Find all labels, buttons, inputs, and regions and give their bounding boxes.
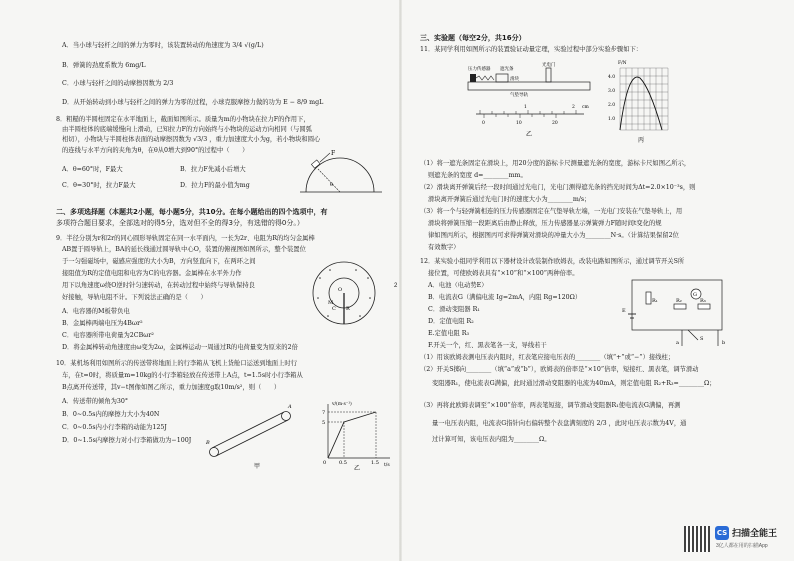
q10-line: 10．某机场利用如图所示的传送带将地面上的行李箱从飞机上货舱口运送到地面上时行 bbox=[56, 360, 297, 367]
caliper-2: 2 bbox=[572, 105, 575, 110]
q10-option-d: D．0~1.5s内摩擦力对小行李箱做功为−100J bbox=[62, 437, 192, 444]
q9-option-b: B．金属棒两端电压为4Bωr² bbox=[62, 320, 143, 327]
q12-item: E.定值电阻 R₃ bbox=[428, 330, 470, 337]
rail-label: 气垫导轨 bbox=[510, 93, 528, 98]
force-time-figure bbox=[606, 58, 676, 146]
right-page bbox=[402, 0, 794, 561]
ohmmeter-circuit-figure bbox=[622, 276, 732, 350]
tick-origin: 0 bbox=[323, 460, 327, 466]
q12-item: A．电池（电动势E） bbox=[428, 282, 488, 289]
q12-item: D．定值电阻 R₂ bbox=[428, 318, 474, 325]
q9-line: 于一匀强磁场中，磁感应强度的大小为B，方向竖直向下，在两环之间 bbox=[62, 258, 256, 265]
page-number: 2 bbox=[394, 283, 398, 289]
terminal-b-label: b bbox=[722, 340, 726, 346]
q12-item: C．滑动变阻器 R₁ bbox=[428, 306, 480, 313]
q9-option-d: D．将金属棒转动角速度由ω变为2ω，金属棒运动一周通过R的电荷量变为原来的2倍 bbox=[62, 344, 298, 351]
f-tick-3: 3.0 bbox=[608, 89, 616, 94]
q9-line: AB置于圆导轨上，BA的延长线通过圆导轨中心O，装置的俯视图如图所示，整个装置位 bbox=[62, 246, 306, 253]
section-3-title: 三、实验题（每空2分，共16分） bbox=[420, 34, 526, 42]
q12-line: 接位置，可使欧姆表具有“×10”和“×100”两种倍率。 bbox=[428, 270, 579, 277]
f-tick-1: 1.0 bbox=[608, 117, 616, 122]
galvanometer-label: G bbox=[693, 292, 697, 298]
q9-line: 9．半径分别为r和2r的同心圆形导轨固定在同一水平面内，一长为2r、电阻为R的均匀金属棒 bbox=[56, 235, 315, 242]
q12-line: 量一电压表内阻，电流表G指针向右偏转整个表盘满刻度的 2/3 ，此时电压表示数为4V，通 bbox=[432, 420, 687, 427]
fig-jia-caption: 甲 bbox=[254, 463, 261, 470]
q12-item: B．电流表G（满偏电流 Ig=2mA，内阻 Rg=120Ω） bbox=[428, 294, 582, 301]
q12-line: 过计算可知，该电压表内阻为________Ω。 bbox=[432, 436, 551, 443]
q7-option-d: D．从开始转动到小球与轻杆之间的弹力为零的过程，小球克服摩擦力做的功为 E − 8/9 mgL bbox=[62, 99, 324, 106]
q12-line: （2）开关S掷向________（填“a”或“b”），欧姆表的倍率是“×10”倍率，短接红、黑表笔，调节滑动 bbox=[420, 366, 699, 373]
q12-line: 12．某实验小组同学利用以下器材设计改装制作欧姆表，改装电路如图所示，通过调节开关S所 bbox=[420, 258, 685, 265]
q7-option-a: A．当小球与轻杆之间的弹力为零时，该装置转动的角速度为 3/4 √(g/L) bbox=[62, 42, 264, 49]
q8-option-c: C．θ=30°时，拉力F最大 bbox=[62, 182, 136, 189]
battery-label: E bbox=[622, 308, 626, 314]
q11-line: （3）将一个与轻弹簧相连的压力传感器固定在气垫导轨左端，一光电门安装在气垫导轨上，用 bbox=[420, 208, 683, 215]
q11-line: （2）滑块离开弹簧后经一段时间通过光电门，光电门测得遮光条的挡光时间为Δt=2.0×10⁻³s，则 bbox=[420, 184, 696, 191]
r2-label: R₂ bbox=[676, 298, 682, 304]
t-axis-label: t/s bbox=[384, 463, 390, 468]
switch-label: S bbox=[700, 336, 704, 342]
terminal-a-label: a bbox=[676, 340, 679, 346]
qr-code bbox=[684, 526, 710, 552]
q9-line: 好接触，导轨电阻不计。下列说法正确的是（ ） bbox=[62, 294, 207, 301]
resistor-label: R bbox=[346, 306, 350, 312]
tick-v5: 5 bbox=[322, 420, 326, 426]
slider-label: 滑块 bbox=[510, 77, 519, 82]
q10-line: B点离开传送带，其v−t图像如图乙所示，重力加速度g取10m/s²，则（ ） bbox=[62, 384, 281, 391]
q12-line: 变阻器R₁，使电流表G满偏，此时通过滑动变阻器的电流为40mA，则定值电阻 R₂+R₃=________Ω； bbox=[432, 380, 716, 387]
caliper-cm: cm bbox=[582, 105, 589, 110]
q8-line: 相切），小物块与半圆柱体表面的动摩擦因数为 √3/3 ，重力加速度大小为g，若小物块和圆心 bbox=[62, 136, 321, 143]
r3-label: R₃ bbox=[700, 298, 706, 304]
q9-line: 用下以角速度ω绕O逆时针匀速转动，在转动过程中始终与导轨保持良 bbox=[62, 282, 255, 289]
fig-yi-caption: 乙 bbox=[526, 131, 533, 138]
q9-option-a: A．电容器的M板带负电 bbox=[62, 308, 130, 315]
q9-line: 接阻值为R的定值电阻和电容为C的电容器。金属棒在水平外力作 bbox=[62, 270, 242, 277]
force-label: F bbox=[331, 150, 336, 157]
gate-label: 光电门 bbox=[542, 63, 556, 68]
vernier-0: 0 bbox=[482, 121, 485, 126]
q10-option-b: B．0~0.5s内的摩擦力大小为40N bbox=[62, 411, 160, 418]
v-axis-label: v/(m·s⁻¹) bbox=[332, 402, 352, 407]
tick-v7: 7 bbox=[322, 410, 326, 416]
fig-yi-caption: 乙 bbox=[354, 465, 361, 470]
vernier-20: 20 bbox=[552, 121, 558, 126]
q8-line: 的连线与水平方向的夹角为θ，在θ从0增大到90°的过程中（ ） bbox=[62, 147, 249, 154]
capacitor-label: C bbox=[332, 306, 336, 312]
sensor-label: 压力传感器 bbox=[468, 67, 491, 72]
q11-line: 滑块离开弹簧后通过光电门时的速度大小为________m/s； bbox=[428, 196, 591, 203]
caliper-1: 1 bbox=[524, 105, 527, 110]
point-a-label: A bbox=[288, 404, 292, 410]
q8-option-b: B．拉力F先减小后增大 bbox=[180, 166, 246, 173]
q10-option-a: A．传送带的倾角为30° bbox=[62, 398, 129, 405]
q8-option-d: D．拉力F的最小值为mg bbox=[180, 182, 250, 189]
vt-graph-figure bbox=[318, 400, 394, 470]
q11-line: 律如图丙所示，根据图丙可求得弹簧对滑块的冲量大小为________N·s。（计算结果保留2位 bbox=[428, 232, 679, 239]
q7-option-c: C．小球与轻杆之间的动摩擦因数为 2/3 bbox=[62, 80, 174, 87]
q7-option-b: B．弹簧的劲度系数为 6mg/L bbox=[62, 62, 146, 69]
section-2-title-cont: 多项符合题目要求，全部选对的得5分，选对但不全的得3分，有选错的得0分。） bbox=[56, 219, 304, 227]
q11-intro: 11．某同学利用如图所示的装置验证动量定理，实验过程中部分实验步骤如下： bbox=[420, 46, 643, 53]
tick-t05: 0.5 bbox=[339, 460, 347, 466]
point-b-label: B bbox=[206, 440, 210, 446]
fig-bing-caption: 丙 bbox=[638, 137, 645, 144]
plate-label: M bbox=[328, 300, 334, 306]
half-cylinder-figure bbox=[300, 148, 384, 198]
q8-line: 8．粗糙的半圆柱固定在水平地面上，截面如图所示。质量为m的小物块在拉力F的作用下， bbox=[56, 116, 310, 123]
theta-label: θ bbox=[330, 182, 334, 188]
q11-line: 则遮光条的宽度 d=________mm。 bbox=[428, 172, 527, 179]
q10-option-c: C．0~0.5s内小行李箱的动能为125J bbox=[62, 424, 167, 431]
q12-item: F.开关一个，红、黑表笔各一支，导线若干 bbox=[428, 342, 547, 349]
air-track-figure bbox=[464, 58, 596, 138]
q11-line: 滑块将弹簧压缩一段距离后由静止释放，压力传感器显示弹簧弹力F随时间t变化的规 bbox=[428, 220, 662, 227]
fn-axis-label: F/N bbox=[618, 61, 627, 66]
section-2-title: 二、多项选择题（本题共2小题，每小题5分，共10分。在每小题给出的四个选项中，有 bbox=[56, 208, 328, 216]
q12-line: （3）再将此欧姆表调至“×100”倍率，两表笔短接，调节滑动变阻器R₁使电流表G满偏，再测 bbox=[420, 402, 681, 409]
ring-rail-figure bbox=[306, 258, 382, 328]
center-label: O bbox=[338, 287, 343, 293]
q9-option-c: C．电容器所带电荷量为2CBωr² bbox=[62, 332, 154, 339]
q11-line: （1）将一遮光条固定在滑块上，用20分度的游标卡尺测量遮光条的宽度，游标卡尺如图乙所示， bbox=[420, 160, 691, 167]
q8-line: 由半圆柱体的底端缓慢向上滑动，已知拉力F的方向始终与小物块的运动方向相同（与圆弧 bbox=[62, 126, 312, 133]
conveyor-figure bbox=[198, 400, 298, 472]
q11-line: 有效数字） bbox=[428, 244, 460, 251]
q8-option-a: A．θ=60°时，F最大 bbox=[62, 166, 123, 173]
shade-label: 遮光条 bbox=[500, 67, 514, 72]
camscanner-logo: CS bbox=[715, 526, 729, 540]
vernier-10: 10 bbox=[516, 121, 522, 126]
tick-t15: 1.5 bbox=[371, 460, 379, 466]
brand-tagline: 3亿人都在用的扫描App bbox=[716, 543, 768, 549]
r1-label: R₁ bbox=[652, 298, 658, 304]
brand-name: 扫描全能王 bbox=[732, 528, 778, 538]
q10-line: 车，在t=0时，将质量m=10kg的小行李箱轻放在传送带上A点，t=1.5s时小行李箱从 bbox=[62, 372, 303, 379]
f-tick-4: 4.0 bbox=[608, 75, 616, 80]
q12-line: （1）用该欧姆表测电压表内阻时，红表笔应接电压表的________（填“+”或“−”）接线柱； bbox=[420, 354, 675, 361]
f-tick-2: 2.0 bbox=[608, 103, 616, 108]
